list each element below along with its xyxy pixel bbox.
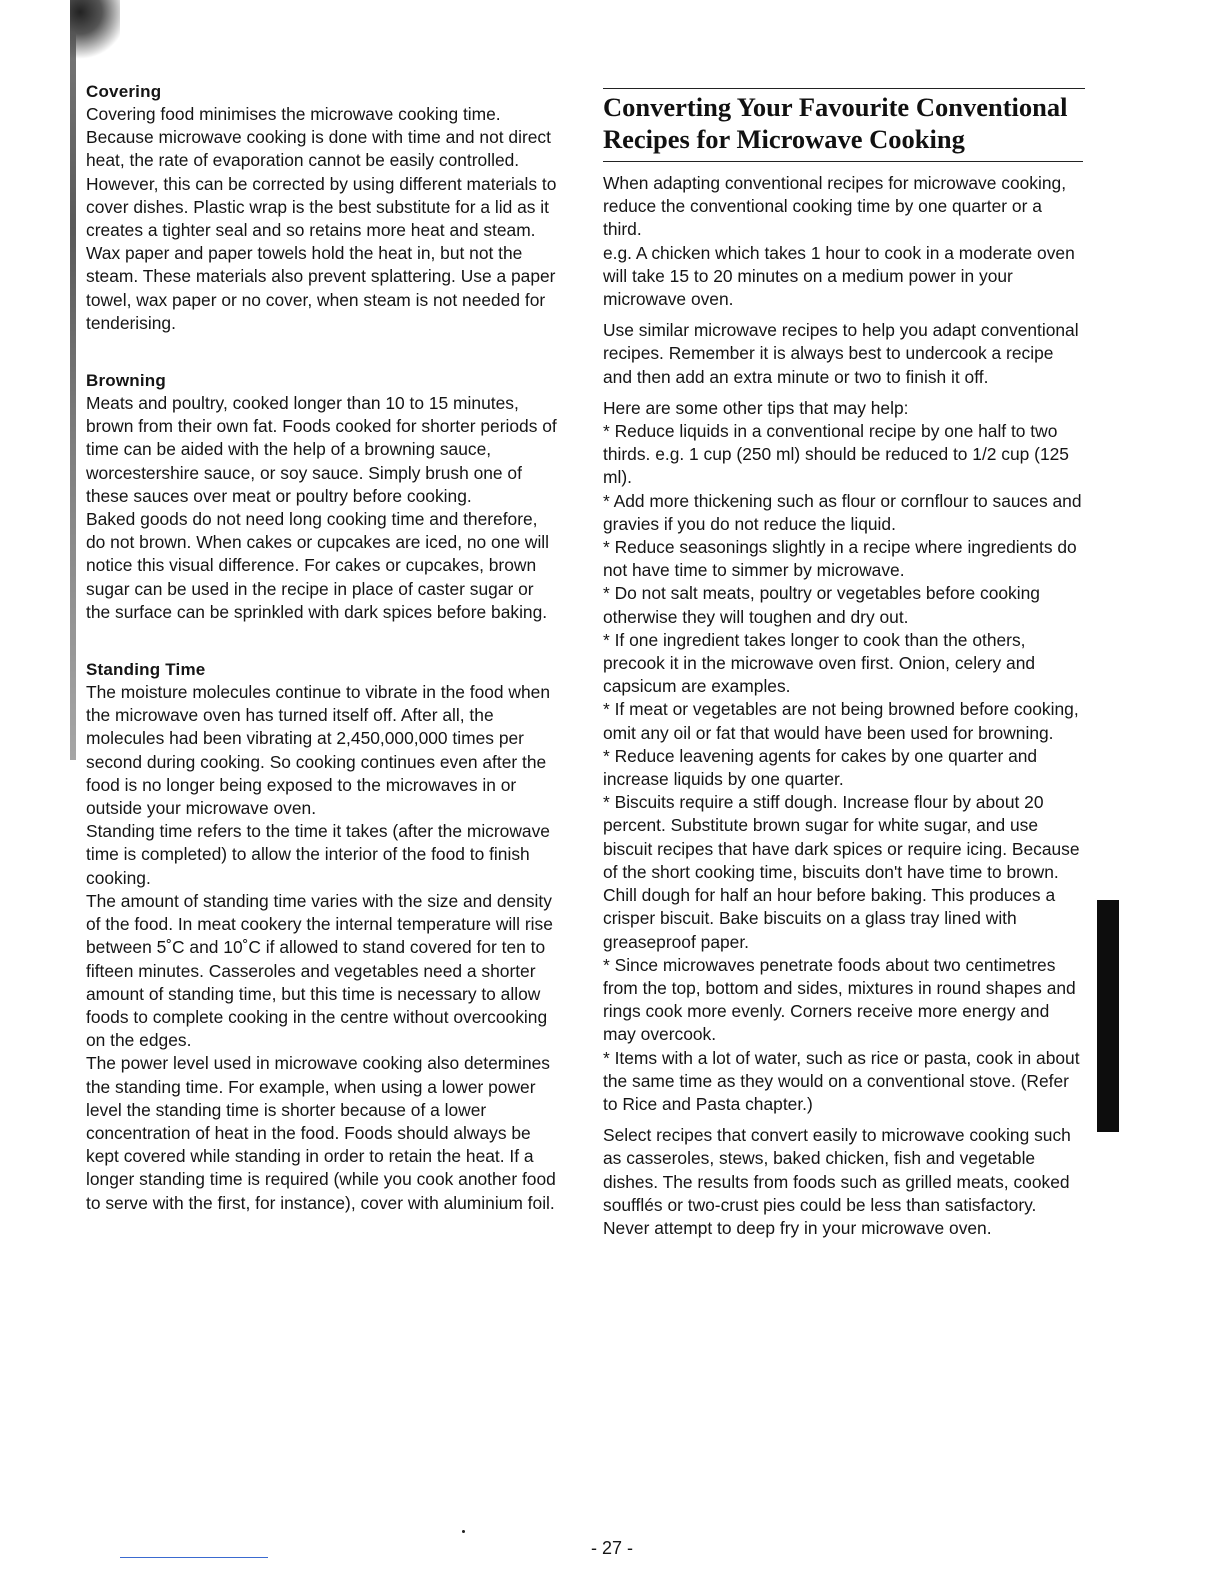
tip-item: * Reduce liquids in a conventional recipe by one half to two thirds. e.g. 1 cup (250 ml) should be reduced to 1/2 cup (125 ml). bbox=[603, 421, 1069, 488]
right-column bbox=[603, 88, 1083, 1248]
paragraph: Standing time refers to the time it takes (after the microwave time is completed) to allow the interior of the food to finish cooking. bbox=[86, 821, 550, 888]
tip-item: * If one ingredient takes longer to cook than the others, precook it in the microwave oven first. Onion, celery and capsicum are examples. bbox=[603, 629, 1036, 697]
paragraph: Covering food minimises the microwave cooking time. bbox=[86, 104, 501, 124]
scan-binding-edge bbox=[70, 0, 76, 760]
tip-item: * Add more thickening such as flour or cornflour to sauces and gravies if you do not reduce the liquid. bbox=[603, 490, 1082, 534]
tip-item: * Items with a lot of water, such as rice or pasta, cook in about the same time as they would on a conventional stove. (Refer to Rice and Pasta chapter.) bbox=[603, 1047, 1080, 1114]
title-rule-top bbox=[603, 88, 1085, 89]
chapter-side-tab bbox=[1097, 900, 1119, 1132]
tips-intro: Here are some other tips that may help: bbox=[603, 397, 909, 418]
paragraph: The amount of standing time varies with the size and density of the food. In meat cookery the internal temperature will rise between 5˚C and 10˚C if allowed to stand covered for ten to fifteen minutes. Casseroles and vegetables need a shorter amount of standing time, but this time is necessary to allow foods to complete cooking in the centre without overcooking on the edges. bbox=[86, 890, 553, 1051]
section-standing-time bbox=[86, 660, 561, 1215]
paragraph: Because microwave cooking is done with time and not direct heat, the rate of evaporation cannot be easily controlled. However, this can be corrected by using different materials to cover dishes. Plastic wrap is the best substitute for a lid as it creates a tighter seal and so retains more heat and steam. Wax paper and paper towels hold the heat in, but not the steam. These materials also prevent splattering. Use a paper towel, wax paper or no cover, when steam is not needed for tenderising. bbox=[86, 127, 557, 333]
scan-corner-smudge bbox=[70, 0, 120, 60]
paragraph: The moisture molecules continue to vibrate in the food when the microwave oven has turned itself off. After all, the molecules had been vibrating at 2,450,000,000 times per second during cooking. So cooking continues even after the food is no longer being exposed to the microwaves in or outside your microwave oven. bbox=[86, 682, 551, 819]
page-title: Converting Your Favourite Conventional Recipes for Microwave Cooking bbox=[603, 92, 1068, 154]
title-rule-bottom bbox=[603, 161, 1083, 162]
left-column bbox=[86, 82, 561, 1251]
section-heading: Covering bbox=[86, 82, 162, 101]
intro-example: e.g. A chicken which takes 1 hour to cook in a moderate oven will take 15 to 20 minutes on a medium power in your microwave oven. bbox=[603, 242, 1075, 310]
tip-item: * Do not salt meats, poultry or vegetables before cooking otherwise they will toughen and dry out. bbox=[603, 583, 1040, 627]
intro-text: When adapting conventional recipes for microwave cooking, reduce the conventional cooking time by one quarter or a third. bbox=[603, 173, 1067, 240]
tips-block bbox=[603, 397, 1083, 1116]
tip-item: * Reduce seasonings slightly in a recipe where ingredients do not have time to simmer by microwave. bbox=[603, 537, 1077, 581]
tip-item: * Reduce leavening agents for cakes by one quarter and increase liquids by one quarter. bbox=[603, 745, 1038, 790]
tip-item: * Biscuits require a stiff dough. Increase flour by about 20 percent. Substitute brown sugar for white sugar, and use biscuit recipes that have dark spices or require icing. Because of the short cooking time, biscuits don't have time to brown. Chill dough for half an hour before baking. This produces a crisper biscuit. Bake biscuits on a glass tray lined with greaseproof paper. bbox=[603, 792, 1080, 952]
section-heading: Browning bbox=[86, 371, 166, 391]
paragraph: Meats and poultry, cooked longer than 10 to 15 minutes, brown from their own fat. Foods cooked for shorter periods of time can be aided with the help of a browning sauce, worcestershire sauce, or soy sauce. Simply brush one of these sauces over meat or poultry before cooking. bbox=[86, 393, 557, 506]
footer-line bbox=[120, 1557, 268, 1558]
scan-speck bbox=[462, 1530, 465, 1533]
intro-paragraph: Use similar microwave recipes to help you adapt conventional recipes. Remember it is always best to undercook a recipe and then add an extra minute or two to finish it off. bbox=[603, 320, 1079, 387]
tip-item: * If meat or vegetables are not being browned before cooking, omit any oil or fat that would have been used for browning. bbox=[603, 699, 1079, 743]
closing-paragraph: Select recipes that convert easily to microwave cooking such as casseroles, stews, baked chicken, fish and vegetable dishes. The results from foods such as grilled meats, cooked soufflés or two-crust pies could be less than satisfactory. Never attempt to deep fry in your microwave oven. bbox=[603, 1125, 1071, 1238]
tip-item: * Since microwaves penetrate foods about two centimetres from the top, bottom and sides, mixtures in round shapes and rings cook more evenly. Corners receive more energy and may overcook. bbox=[603, 954, 1076, 1045]
intro-paragraph bbox=[603, 172, 1083, 311]
section-browning bbox=[86, 371, 561, 624]
paragraph: The power level used in microwave cooking also determines the standing time. For example, when using a lower power level the standing time is shorter because of a lower concentration of heat in the food. Foods should always be kept covered while standing in order to retain the heat. If a longer standing time is required (while you cook another food to serve with the first, for instance), cover with aluminium foil. bbox=[86, 1053, 556, 1213]
paragraph: Baked goods do not need long cooking time and therefore, do not brown. When cakes or cupcakes are iced, no one will notice this visual difference. For cakes or cupcakes, brown sugar can be used in the recipe in place of caster sugar or the surface can be sprinkled with dark spices before baking. bbox=[86, 509, 550, 622]
section-heading: Standing Time bbox=[86, 660, 206, 680]
page-number: - 27 - bbox=[590, 1538, 633, 1558]
section-covering bbox=[86, 82, 561, 335]
